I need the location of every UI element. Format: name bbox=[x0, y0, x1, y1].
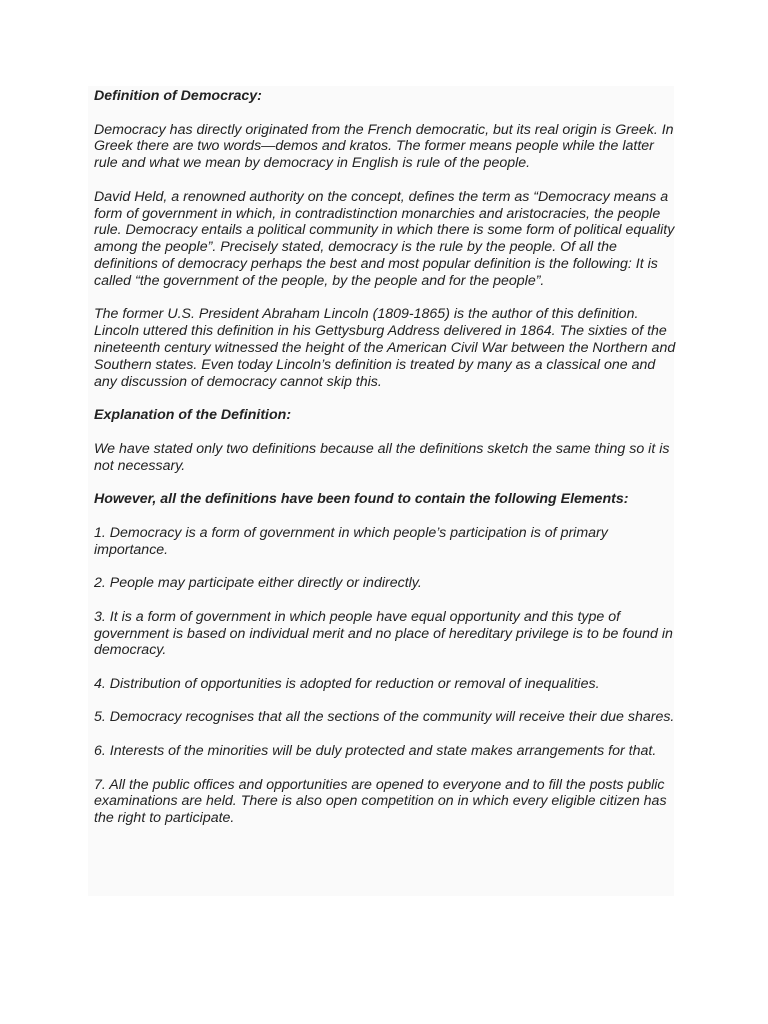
paragraph-held-definition: David Held, a renowned authority on the concept, defines the term as “Democracy means a form of government in which, in contradistinction monarchies and aristocracies, the people rule. Democracy entails a political community in which there is some form of political equality among the people”. Precisely stated, democracy is the rule by the people. Of all the definitions of democracy perhaps the best and most popular definition is the following: It is called “the government of the people, by the people and for the people”. bbox=[94, 188, 675, 289]
document-body bbox=[94, 88, 679, 844]
heading-elements: However, all the definitions have been found to contain the following Elements: bbox=[94, 491, 629, 508]
element-item-7: 7. All the public offices and opportunities are opened to everyone and to fill the posts public examinations are held. There is also open competition on in which every eligible citizen has the right to participate. bbox=[94, 776, 667, 827]
element-item-1: 1. Democracy is a form of government in which people’s participation is of primary importance. bbox=[94, 524, 608, 558]
element-item-5: 5. Democracy recognises that all the sections of the community will receive their due shares. bbox=[94, 709, 675, 726]
paragraph-lincoln: The former U.S. President Abraham Lincoln (1809-1865) is the author of this definition. Lincoln uttered this definition in his Gettysburg Address delivered in 1864. The sixties of the nineteenth century witnessed the height of the American Civil War between the Northern and Southern states. Even today Lincoln’s definition is treated by many as a classical one and any discussion of democracy cannot skip this. bbox=[94, 306, 676, 390]
heading-definition: Definition of Democracy: bbox=[94, 88, 262, 104]
heading-explanation: Explanation of the Definition: bbox=[94, 407, 292, 424]
element-item-6: 6. Interests of the minorities will be duly protected and state makes arrangements for that. bbox=[94, 743, 657, 760]
paragraph-explanation: We have stated only two definitions because all the definitions sketch the same thing so it is not necessary. bbox=[94, 440, 670, 474]
element-item-4: 4. Distribution of opportunities is adopted for reduction or removal of inequalities. bbox=[94, 675, 600, 692]
element-item-3: 3. It is a form of government in which people have equal opportunity and this type of government is based on individual merit and no place of hereditary privilege is to be found in democracy. bbox=[94, 608, 673, 659]
element-item-2: 2. People may participate either directly or indirectly. bbox=[94, 575, 422, 592]
paragraph-origin: Democracy has directly originated from the French democratic, but its real origin is Greek. In Greek there are two words—demos and kratos. The former means people while the latter rule and what we mean by democracy in English is rule of the people. bbox=[94, 121, 674, 172]
